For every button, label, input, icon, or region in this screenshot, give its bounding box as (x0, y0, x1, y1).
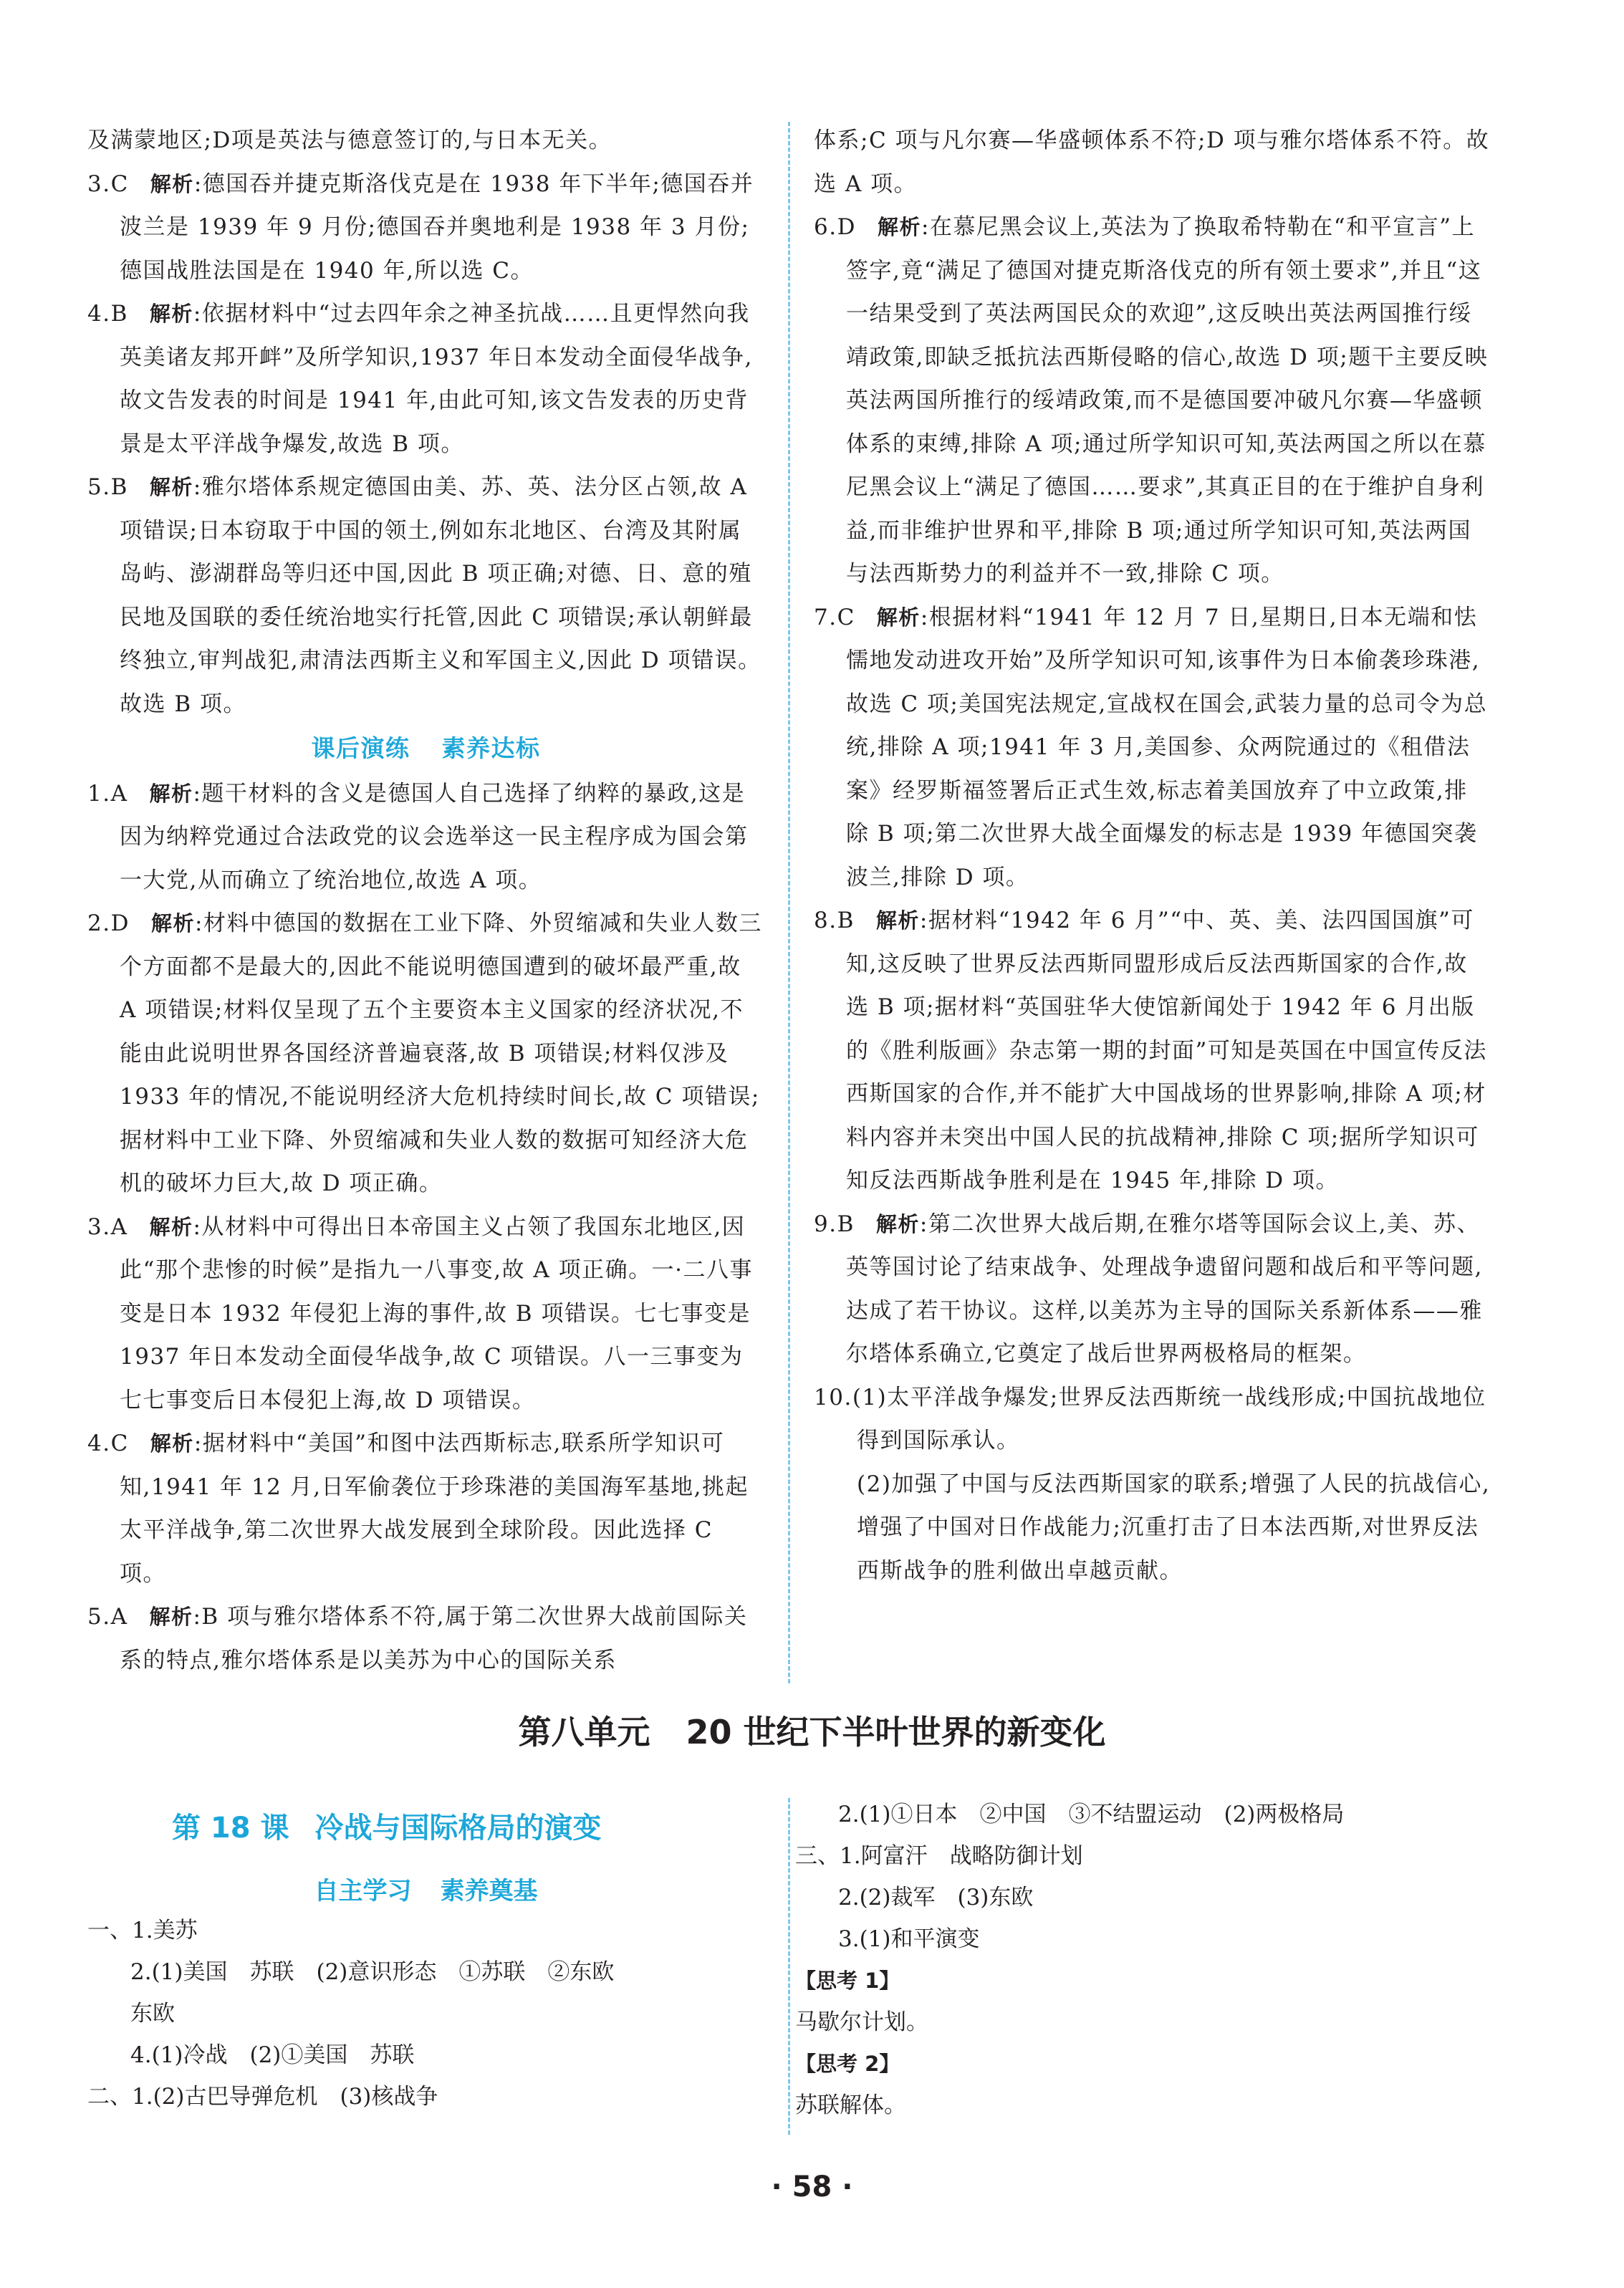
section-heading (87, 727, 764, 771)
section-heading-a: 课后演练 (311, 734, 410, 762)
answer-item (814, 899, 1491, 1203)
answer-text: :据材料“1942 年 6 月”“中、英、美、法四国国旗”可知,这反映了世界反法西斯同盟形成后反法西斯国家的合作,故选 B 项;据材料“英国驻华大使馆新闻处于 1942 年 6 月出版的《胜利版画》杂志第一期的封面”可知是英国在中国宣传反法西斯国家的合作,并不能扩大中国战场的世界影响,排除 A 项;材料内容并未突出中国人民的抗战精神,排除 C 项;据所学知识可知反法西斯战争胜利是在 1945 年,排除 D 项。 (846, 908, 1487, 1193)
answer-text: :在慕尼黑会议上,英法为了换取希特勒在“和平宣言”上签字,竟“满足了德国对捷克斯洛伐克的所有领土要求”,并且“这一结果受到了英法两国民众的欢迎”,这反映出英法两国推行绥靖政策,即缺乏抵抗法西斯侵略的信心,故选 D 项;题干主要反映英法两国所推行的绥靖政策,而不是德国要冲破凡尔赛—华盛顿体系的束缚,排除 A 项;通过所学知识可知,英法两国之所以在慕尼黑会议上“满足了德国……要求”,其真正目的在于维护自身利益,而非维护世界和平,排除 B 项;通过所学知识可知,英法两国与法西斯势力的利益并不一致,排除 C 项。 (846, 214, 1489, 587)
answer-item (814, 596, 1491, 900)
answer-line: 2.(2)裁军 (3)东欧 (838, 1885, 1034, 1910)
answer-line: 二、1.(2)古巴导弹危机 (3)核战争 (87, 2084, 438, 2110)
answer-line: 2.(1)美国 苏联 (2)意识形态 ①苏联 ②东欧 (130, 1959, 615, 1985)
answer-text: :依据材料中“过去四年余之神圣抗战……且更悍然向我英美诸友邦开衅”及所学知识,1937 年日本发动全面侵华战争,故文告发表的时间是 1941 年,由此可知,该文告发表的历史背景是太平洋战争爆发,故选 B 项。 (120, 301, 753, 457)
analysis-keyword: 解析 (876, 605, 921, 630)
answer-line: 马歇尔计划。 (795, 2009, 928, 2035)
continued-text: 及满蒙地区;D项是英法与德意签订的,与日本无关。 (87, 128, 612, 153)
answer-number: 5.A (87, 1604, 128, 1630)
answer-number: 1.A (87, 780, 128, 807)
think-label: 【思考 1】 (795, 1969, 900, 1993)
answer-text: (1)太平洋战争爆发;世界反法西斯统一战线形成;中国抗战地位得到国际承认。 (852, 1384, 1486, 1453)
answer-line: 2.(1)①日本 ②中国 ③不结盟运动 (2)两极格局 (838, 1802, 1345, 1827)
unit-title (0, 1706, 1624, 1754)
answer-subpart: (2)加强了中国与反法西斯国家的联系;增强了人民的抗战信心,增强了中国对日作战能力;沉重打击了日本法西斯,对世界反法西斯战争的胜利做出卓越贡献。 (857, 1471, 1491, 1584)
column-divider-lower (788, 1798, 790, 2135)
lower-left-column (87, 1910, 764, 2118)
analysis-keyword: 解析 (875, 1211, 920, 1236)
answer-number: 3.A (87, 1213, 128, 1240)
analysis-keyword: 解析 (149, 475, 193, 499)
answer-text: :据材料中“美国”和图中法西斯标志,联系所学知识可知,1941 年 12 月,日军偷袭位于珍珠港的美国海军基地,挑起太平洋战争,第二次世界大战发展到全球阶段。因此选择 C 项。 (120, 1431, 749, 1587)
answer-text: :从材料中可得出日本帝国主义占领了我国东北地区,因此“那个悲惨的时候”是指九一八事变,故 A 项正确。一·二八事变是日本 1932 年侵犯上海的事件,故 B 项错误。七七事变是 1937 年日本发动全面侵华战争,故 C 项错误。八一三事变为七七事变后日本侵犯上海,故 D 项错误。 (120, 1213, 753, 1413)
answer-number: 3.C (87, 170, 129, 197)
answer-text: :德国吞并捷克斯洛伐克是在 1938 年下半年;德国吞并波兰是 1939 年 9 月份;德国吞并奥地利是 1938 年 3 月份;德国战胜法国是在 1940 年,所以选 C。 (120, 170, 754, 284)
unit-name: 20 世纪下半叶世界的新变化 (686, 1713, 1106, 1751)
answer-text: :材料中德国的数据在工业下降、外贸缩减和失业人数三个方面都不是最大的,因此不能说明德国遭到的破坏最严重,故 A 项错误;材料仅呈现了五个主要资本主义国家的经济状况,不能由此说明世界各国经济普遍衰落,故 B 项错误;材料仅涉及 1933 年的情况,不能说明经济大危机持续时间长,故 C 项错误;据材料中工业下降、外贸缩减和失业人数的数据可知经济大危机的破坏力巨大,故 D 项正确。 (120, 910, 762, 1196)
column-divider (788, 122, 790, 1683)
left-column (87, 119, 764, 1682)
analysis-keyword: 解析 (149, 781, 193, 806)
answer-text: :第二次世界大战后期,在雅尔塔等国际会议上,美、苏、英等国讨论了结束战争、处理战争遗留问题和战后和平等问题,达成了若干协议。这样,以美苏为主导的国际关系新体系——雅尔塔体系确立,它奠定了战后世界两极格局的框架。 (846, 1211, 1483, 1367)
answer-line: 一、1.美苏 (87, 1918, 198, 1943)
answer-number: 4.B (87, 301, 128, 327)
answer-item (87, 772, 764, 903)
answer-item (87, 292, 764, 466)
right-column (814, 119, 1491, 1592)
answer-item (87, 1422, 764, 1595)
answer-number: 2.D (87, 910, 130, 936)
answer-number: 4.C (87, 1431, 129, 1456)
answer-item (814, 1376, 1491, 1463)
answer-item (814, 206, 1491, 596)
answer-item (87, 163, 764, 293)
analysis-keyword: 解析 (149, 1605, 193, 1629)
answer-line: 东欧 (130, 2001, 175, 2027)
analysis-keyword: 解析 (149, 1214, 193, 1239)
study-heading-a: 自主学习 (314, 1877, 412, 1905)
answer-text: :雅尔塔体系规定德国由美、苏、英、法分区占领,故 A 项错误;日本窃取于中国的领土,例如东北地区、台湾及其附属岛屿、澎湖群岛等归还中国,因此 B 项正确;对德、日、意的殖民地及国联的委任统治地实行托管,因此 C 项错误;承认朝鲜最终独立,审判战犯,肃清法西斯主义和军国主义,因此 D 项错误。故选 B 项。 (120, 474, 761, 717)
analysis-keyword: 解析 (150, 911, 195, 936)
answer-line: 4.(1)冷战 (2)①美国 苏联 (130, 2042, 415, 2068)
answer-item (87, 1595, 764, 1682)
answer-number: 8.B (814, 908, 855, 933)
lesson-name: 冷战与国际格局的演变 (314, 1812, 602, 1845)
answer-item (87, 902, 764, 1206)
answer-number: 9.B (814, 1211, 855, 1237)
answer-text: :B 项与雅尔塔体系不符,属于第二次世界大战前国际关系的特点,雅尔塔体系是以美苏为中心的国际关系 (120, 1604, 748, 1673)
lesson-number: 第 18 课 (172, 1812, 289, 1845)
page-number: · 58 · (771, 2171, 853, 2203)
study-heading (87, 1871, 764, 1906)
answer-number: 7.C (814, 604, 855, 630)
answer-text: :题干材料的含义是德国人自己选择了纳粹的暴政,这是因为纳粹党通过合法政党的议会选举这一民主程序成为国会第一大党,从而确立了统治地位,故选 A 项。 (120, 780, 749, 893)
lower-right-column (795, 1794, 1472, 2126)
analysis-keyword: 解析 (877, 215, 921, 239)
lesson-title (172, 1805, 673, 1846)
answer-number: 6.D (814, 214, 856, 240)
analysis-keyword: 解析 (149, 302, 193, 326)
continued-text: 体系;C 项与凡尔赛—华盛顿体系不符;D 项与雅尔塔体系不符。故选 A 项。 (814, 128, 1490, 197)
answer-line: 3.(1)和平演变 (838, 1926, 980, 1952)
analysis-keyword: 解析 (150, 171, 194, 196)
answer-line: 苏联解体。 (795, 2092, 906, 2118)
answer-line: 三、1.阿富汗 战略防御计划 (795, 1843, 1083, 1869)
section-heading-b: 素养达标 (441, 734, 541, 762)
think-label: 【思考 2】 (795, 2052, 900, 2076)
answer-item (87, 466, 764, 726)
study-heading-b: 素养奠基 (440, 1877, 538, 1905)
unit-number: 第八单元 (518, 1713, 650, 1751)
analysis-keyword: 解析 (875, 908, 920, 933)
answer-item (814, 1203, 1491, 1376)
answer-number: 5.B (87, 474, 128, 500)
answer-number: 10. (814, 1384, 852, 1410)
analysis-keyword: 解析 (150, 1431, 194, 1456)
answer-item (87, 1206, 764, 1423)
answer-text: :根据材料“1941 年 12 月 7 日,星期日,日本无端和怯懦地发动进攻开始”及所学知识可知,该事件为日本偷袭珍珠港,故选 C 项;美国宪法规定,宣战权在国会,武装力量的总司令为总统,排除 A 项;1941 年 3 月,美国参、众两院通过的《租借法案》经罗斯福签署后正式生效,标志着美国放弃了中立政策,排除 B 项;第二次世界大战全面爆发的标志是 1939 年德国突袭波兰,排除 D 项。 (846, 604, 1488, 890)
